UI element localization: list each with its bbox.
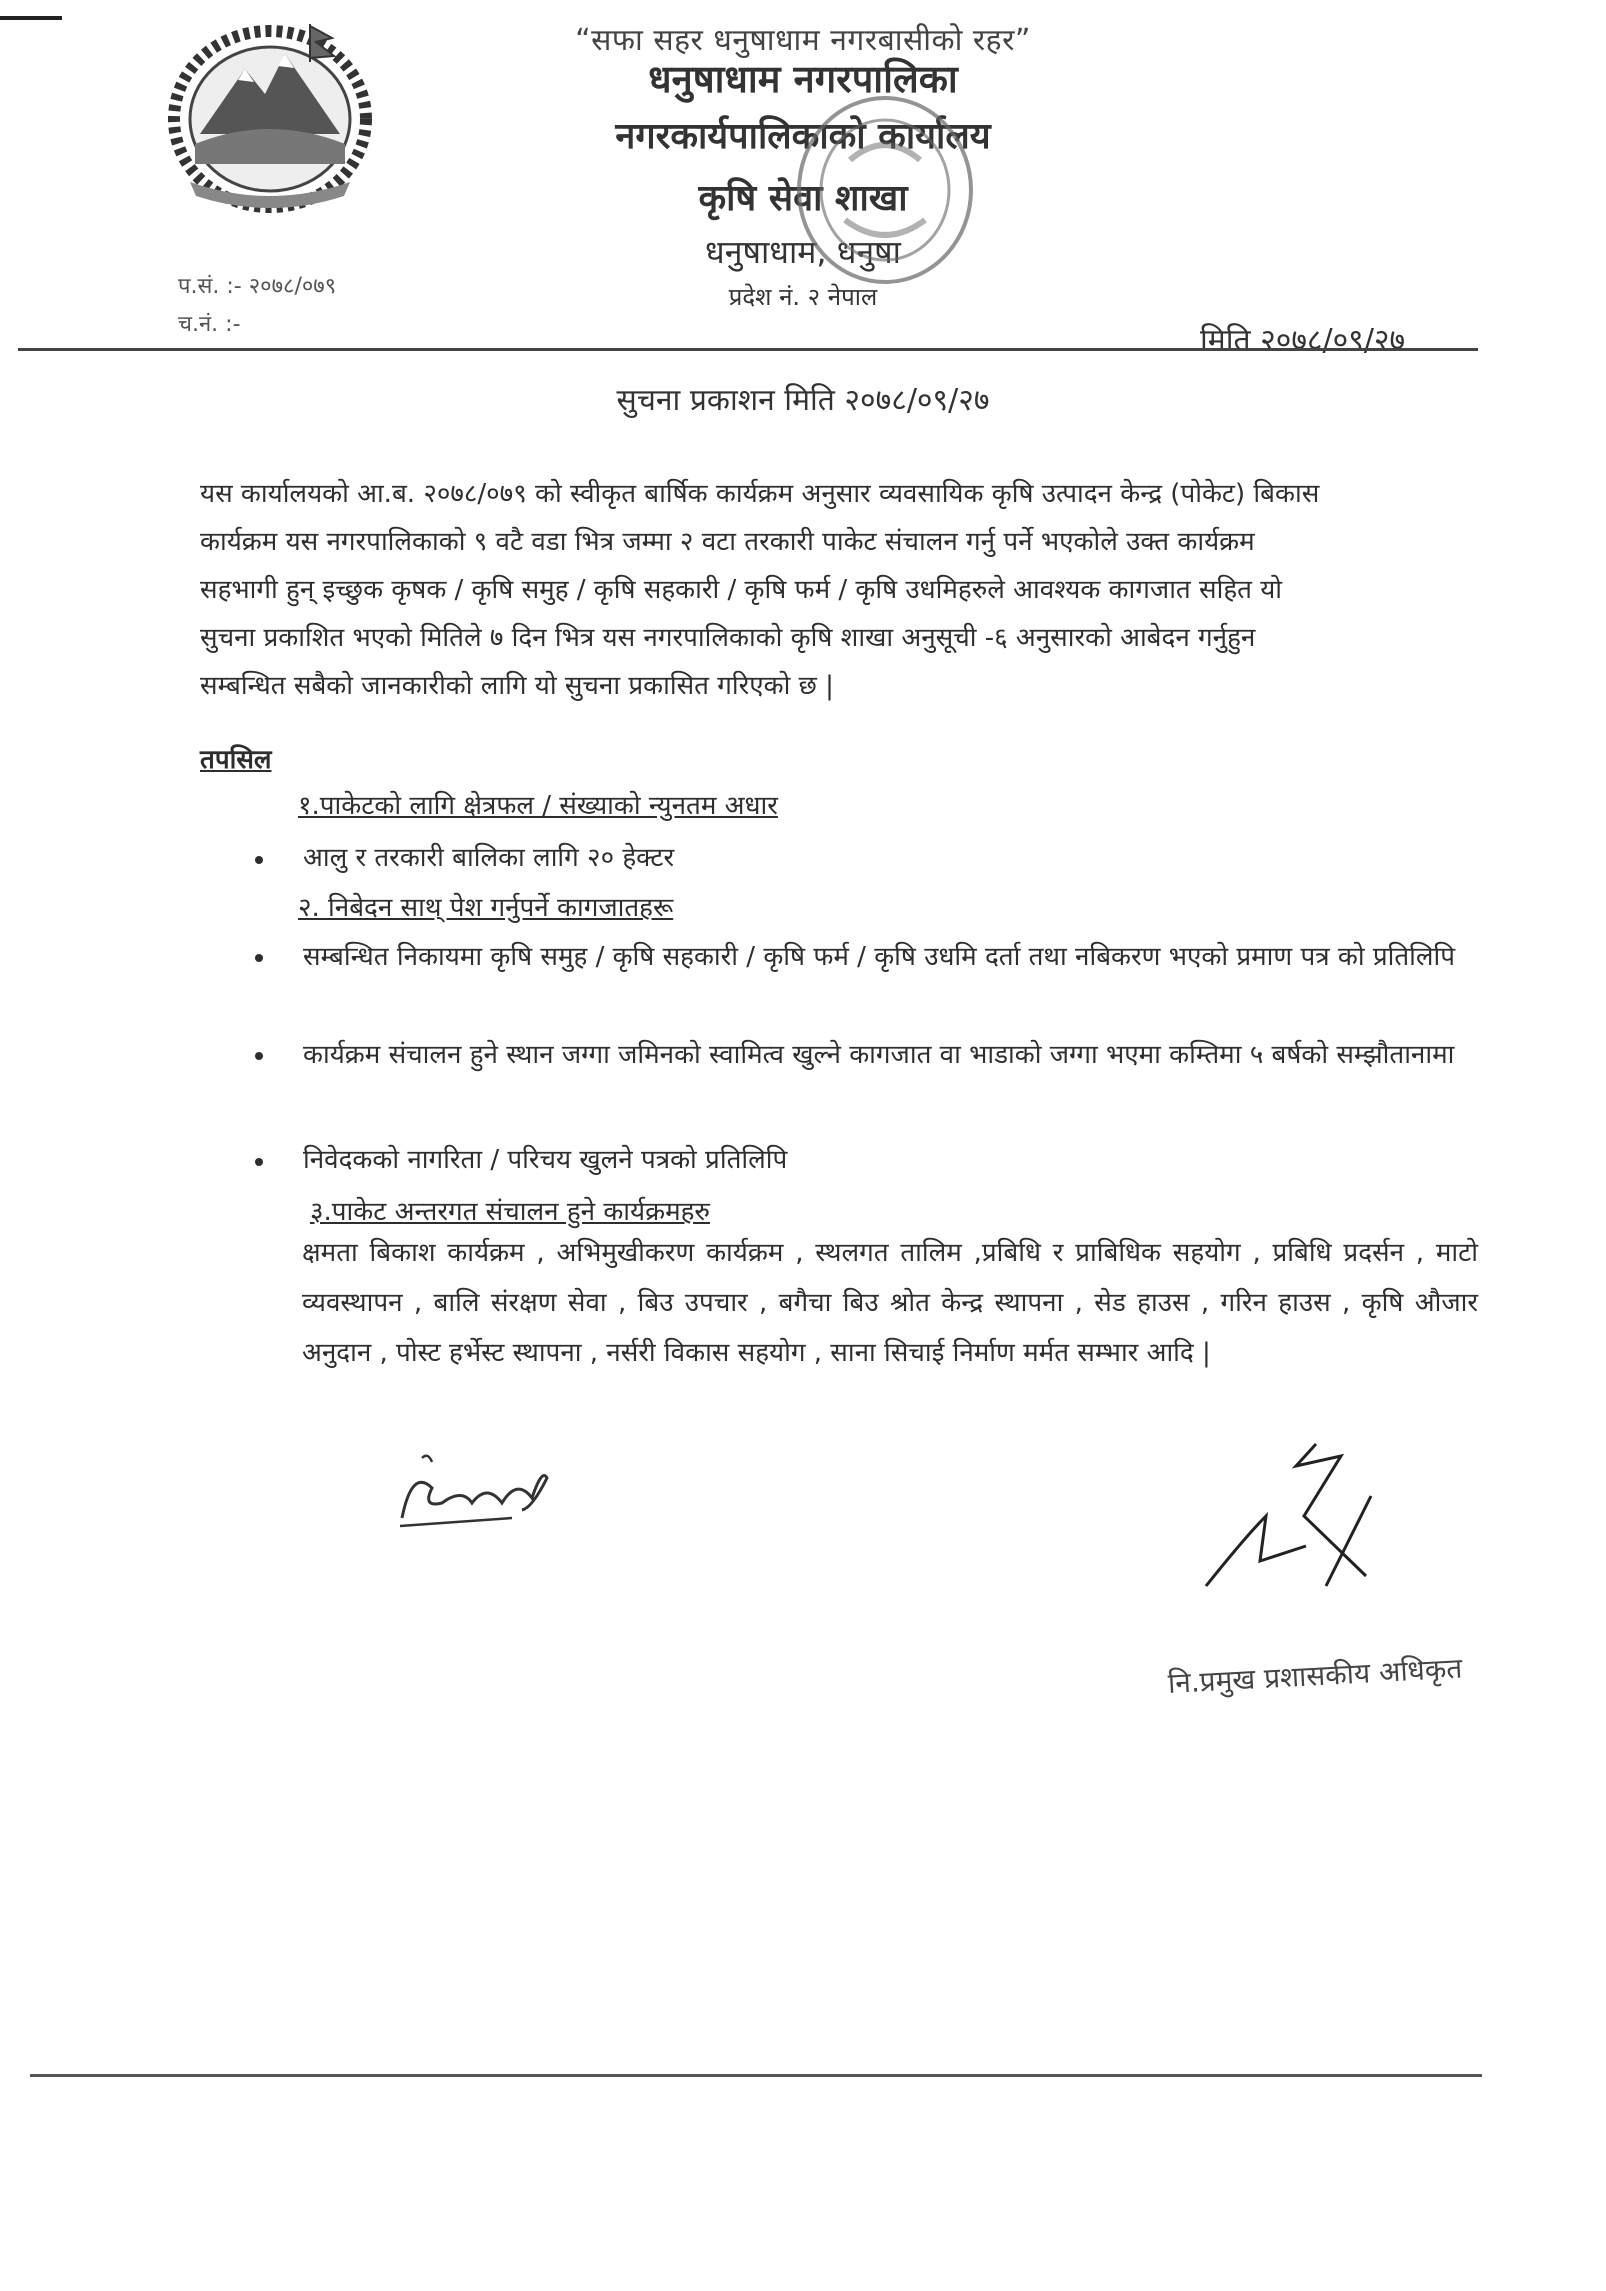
office-address: धनुषाधाम, धनुषा (705, 233, 901, 271)
list-item-text: सम्बन्धित निकायमा कृषि समुह / कृषि सहकारी / कृषि फर्म / कृषि उधमि दर्ता तथा नबिकरण भएको प्रमाण पत्र को प्रतिलिपि (303, 942, 1456, 972)
notice-body-line: यस कार्यालयको आ.ब. २०७८/०७९ को स्वीकृत बार्षिक कार्यक्रम अनुसार व्यवसायिक कृषि उत्पादन केन्द्र (पोकेट) बिकास (200, 479, 1320, 509)
notice-body-line: सुचना प्रकाशित भएको मितिले ७ दिन भित्र यस नगरपालिकाको कृषि शाखा अनुसूची -६ अनुसारको आबेदन गर्नुहुन (200, 623, 1256, 653)
header-motto: “सफा सहर धनुषाधाम नगरबासीको रहर” (575, 23, 1031, 58)
office-name: नगरकार्यपालिकाको कार्यालय (615, 116, 991, 157)
list-item-text: कार्यक्रम संचालन हुने स्थान जग्गा जमिनको स्वामित्व खुल्ने कागजात वा भाडाको जग्गा भएमा कम्तिमा ५ बर्षको सम्झौतानामा (303, 1040, 1455, 1070)
section2-heading: २. निबेदन साथ् पेश गर्नुपर्ने कागजातहरू (298, 893, 674, 923)
footer-divider (30, 2074, 1482, 2077)
reference-number: प.सं. :- २०७८/०७९ (178, 274, 337, 299)
notice-body (200, 470, 1480, 710)
list-item (255, 1140, 1475, 1176)
right-signature-icon (1196, 1436, 1396, 1596)
list-item (255, 1030, 1475, 1080)
section-name: कृषि सेवा शाखा (698, 178, 908, 219)
municipality-name: धनुषाधाम नगरपालिका (648, 57, 958, 101)
list-item-text: आलु र तरकारी बालिका लागि २० हेक्टर (303, 843, 675, 873)
notice-body-line: कार्यक्रम यस नगरपालिकाको ९ वटै वडा भित्र जम्मा २ वटा तरकारी पाकेट संचालन गर्नु पर्ने भएकोले उक्त कार्यक्रम (200, 527, 1255, 557)
list-item (255, 838, 1475, 874)
province-line: प्रदेश नं. २ नेपाल (728, 283, 878, 311)
official-stamp-icon (790, 90, 980, 290)
letter-date: मिति २०७८/०९/२७ (1200, 323, 1406, 358)
bullet-icon (255, 1052, 263, 1060)
list-item-text: निवेदकको नागरिता / परिचय खुलने पत्रको प्रतिलिपि (303, 1145, 788, 1175)
section1-heading: १.पाकेटको लागि क्षेत्रफल / संख्याको न्युनतम अधार (298, 791, 778, 821)
section3-heading: ३.पाकेट अन्तरगत संचालन हुने कार्यक्रमहरु (310, 1197, 710, 1227)
list-item (255, 932, 1475, 982)
details-heading: तपसिल (200, 745, 272, 775)
header-divider (18, 348, 1478, 351)
bullet-icon (255, 856, 263, 864)
notice-title: सुचना प्रकाशन मिति २०७८/०९/२७ (616, 383, 990, 418)
left-signature-icon (392, 1448, 552, 1538)
bullet-icon (255, 954, 263, 962)
bullet-icon (255, 1158, 263, 1166)
notice-body-line: सम्बन्धित सबैको जानकारीको लागि यो सुचना प्रकासित गरिएको छ | (200, 671, 834, 701)
programs-list: क्षमता बिकाश कार्यक्रम , अभिमुखीकरण कार्यक्रम , स्थलगत तालिम ,प्रबिधि र प्राबिधिक सहयोग , प्रबिधि प्रदर्सन , माटो व्यवस्थापन , बालि संरक्षण सेवा , बिउ उपचार , बगैचा बिउ श्रोत केन्द्र स्थापना , सेड हाउस , गरिन हाउस , कृषि औजार अनुदान , पोस्ट हर्भेस्ट स्थापना , नर्सरी विकास सहयोग , साना सिचाई निर्माण मर्मत सम्भार आदि | (302, 1238, 1478, 1368)
dispatch-number: च.नं. :- (178, 312, 241, 337)
notice-body-line: सहभागी हुन् इच्छुक कृषक / कृषि समुह / कृषि सहकारी / कृषि फर्म / कृषि उधमिहरुले आवश्यक कागजात सहित यो (200, 575, 1283, 605)
officer-title: नि.प्रमुख प्रशासकीय अधिकृत (1167, 1651, 1464, 1700)
